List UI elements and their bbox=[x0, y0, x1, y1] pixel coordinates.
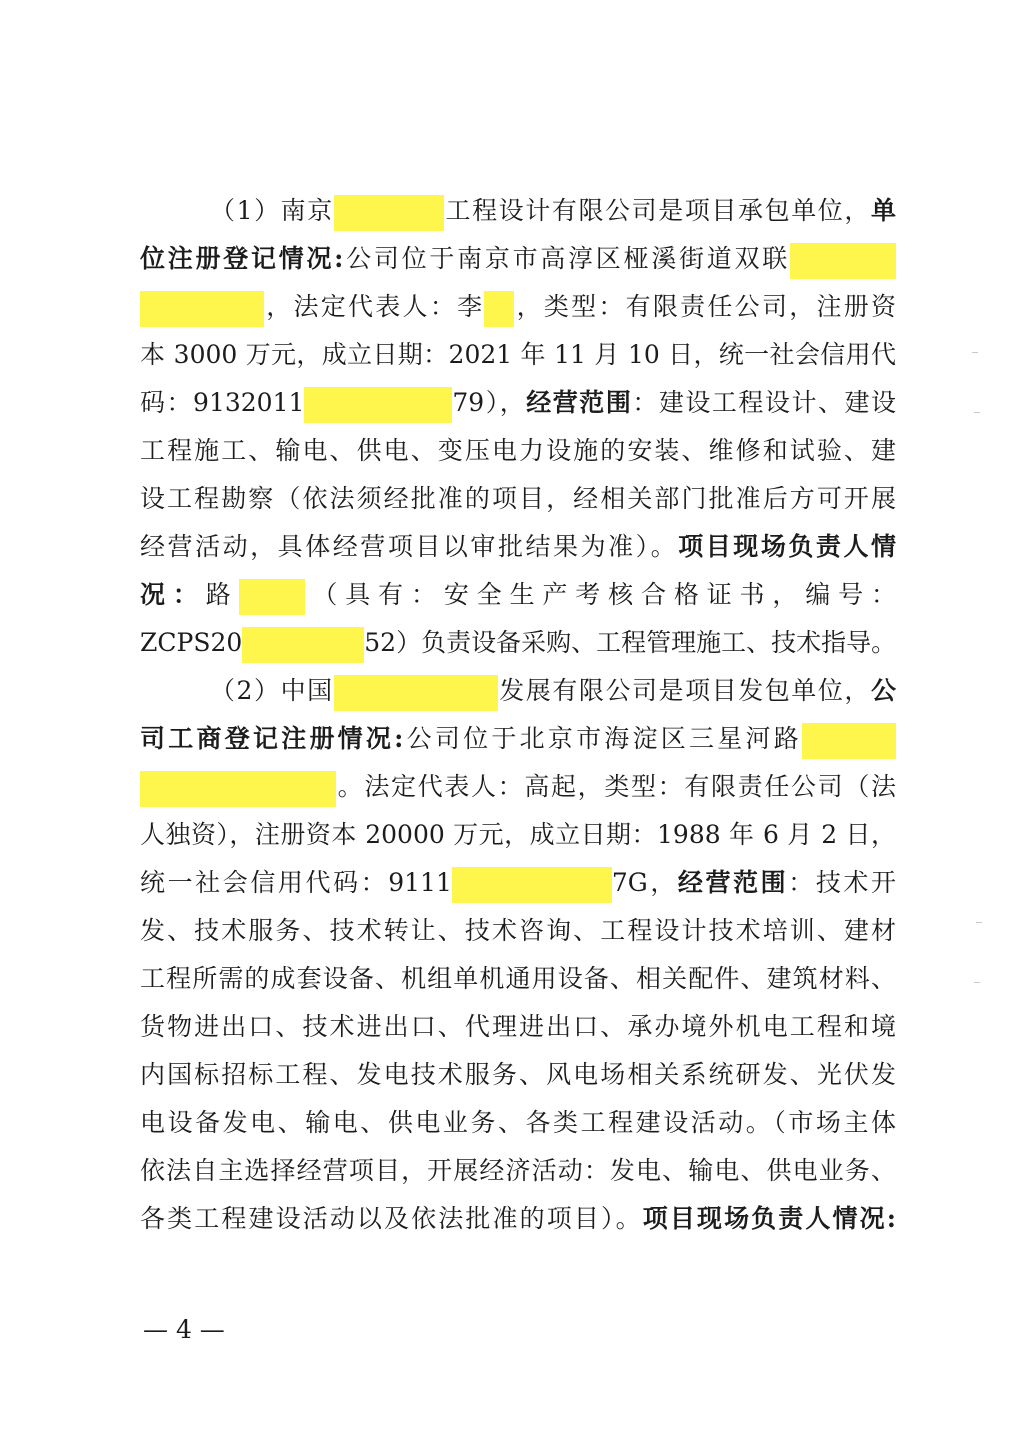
text-run: 码：9132011 bbox=[140, 388, 305, 417]
p2-line-9 bbox=[140, 1051, 896, 1099]
text-run: 各类工程建设活动以及依法批准的项目）。 bbox=[140, 1204, 643, 1233]
text-run: 设工程勘察（依法须经批准的项目，经相关部门批准后方可开展 bbox=[140, 484, 896, 513]
p1-line-2 bbox=[140, 235, 896, 283]
text-run: （具有：安全生产考核合格证书，编号： bbox=[304, 580, 896, 609]
text-run: 本 3000 万元，成立日期：2021 年 11 月 10 日，统一社会信用代 bbox=[140, 340, 896, 369]
text-run: 。法定代表人：高起，类型：有限责任公司（法 bbox=[336, 772, 896, 801]
p1-line-6 bbox=[140, 427, 896, 475]
p1-line-1 bbox=[210, 187, 896, 235]
text-run: ZCPS20 bbox=[140, 628, 243, 657]
redaction-box bbox=[802, 723, 896, 759]
text-run: （2）中国 bbox=[210, 676, 334, 705]
p1-line-3 bbox=[140, 283, 896, 331]
bold-text-run: 位注册登记情况: bbox=[140, 244, 344, 273]
text-run: ，法定代表人：李 bbox=[264, 292, 485, 321]
redaction-box bbox=[304, 387, 452, 423]
text-run: 依法自主选择经营项目，开展经济活动：发电、输电、供电业务、 bbox=[140, 1156, 896, 1185]
text-run: 52）负责设备采购、工程管理施工、技术指导。 bbox=[364, 628, 897, 657]
p2-line-5 bbox=[140, 859, 896, 907]
p1-line-5 bbox=[140, 379, 896, 427]
bold-text-run: 单 bbox=[870, 196, 896, 225]
scan-speck bbox=[972, 352, 978, 353]
redaction-box bbox=[790, 243, 896, 279]
p2-line-11 bbox=[140, 1147, 896, 1195]
p1-line-9 bbox=[140, 571, 896, 619]
text-run: 电设备发电、输电、供电业务、各类工程建设活动。（市场主体 bbox=[140, 1108, 896, 1137]
redaction-box bbox=[334, 195, 444, 231]
bold-text-run: 公 bbox=[870, 676, 896, 705]
text-run: 发展有限公司是项目发包单位， bbox=[497, 676, 871, 705]
redaction-box bbox=[239, 579, 305, 615]
text-run: ，类型：有限责任公司，注册资 bbox=[514, 292, 896, 321]
text-run: 工程施工、输电、供电、变压电力设施的安装、维修和试验、建 bbox=[140, 436, 896, 465]
scan-speck bbox=[974, 982, 980, 983]
text-run: 7G， bbox=[611, 868, 678, 897]
p2-line-7 bbox=[140, 955, 896, 1003]
redaction-box bbox=[452, 867, 612, 903]
text-run: 内国标招标工程、发电技术服务、风电场相关系统研发、光伏发 bbox=[140, 1060, 896, 1089]
redaction-box bbox=[242, 627, 364, 663]
text-run: 路 bbox=[205, 580, 239, 609]
p2-line-8 bbox=[140, 1003, 896, 1051]
p1-line-7 bbox=[140, 475, 896, 523]
text-run: 统一社会信用代码：9111 bbox=[140, 868, 452, 897]
bold-text-run: 项目现场负责人情 bbox=[678, 532, 896, 561]
text-run: 工程所需的成套设备、机组单机通用设备、相关配件、建筑材料、 bbox=[140, 964, 896, 993]
scan-speck bbox=[974, 412, 980, 413]
text-run: 货物进出口、技术进出口、代理进出口、承办境外机电工程和境 bbox=[140, 1012, 896, 1041]
p1-line-4 bbox=[140, 331, 896, 379]
p1-line-10 bbox=[140, 619, 896, 667]
redaction-box bbox=[140, 291, 264, 327]
text-run: ：技术开 bbox=[788, 868, 896, 897]
bold-text-run: 项目现场负责人情况: bbox=[642, 1204, 896, 1233]
bold-text-run: 经营范围 bbox=[526, 388, 633, 417]
p2-line-3 bbox=[140, 763, 896, 811]
text-run: 人独资），注册资本 20000 万元，成立日期：1988 年 6 月 2 日， bbox=[140, 820, 896, 849]
bold-text-run: 经营范围 bbox=[677, 868, 789, 897]
p2-line-12 bbox=[140, 1195, 896, 1243]
bold-text-run: 况： bbox=[140, 580, 206, 609]
text-run: 工程设计有限公司是项目承包单位， bbox=[443, 196, 871, 225]
text-run: 发、技术服务、技术转让、技术咨询、工程设计技术培训、建材 bbox=[140, 916, 896, 945]
text-run: 79）， bbox=[452, 388, 527, 417]
redaction-box bbox=[334, 675, 498, 711]
p2-line-4 bbox=[140, 811, 896, 859]
p1-line-8 bbox=[140, 523, 896, 571]
bold-text-run: 司工商登记注册情况: bbox=[140, 724, 404, 753]
p2-line-2 bbox=[140, 715, 896, 763]
text-run: （1）南京 bbox=[210, 196, 334, 225]
text-run: ：建设工程设计、建设 bbox=[632, 388, 897, 417]
text-run: 公司位于北京市海淀区三星河路 bbox=[403, 724, 802, 753]
text-run: 经营活动，具体经营项目以审批结果为准）。 bbox=[140, 532, 679, 561]
p2-line-6 bbox=[140, 907, 896, 955]
redaction-box bbox=[484, 291, 514, 327]
text-run: 公司位于南京市高淳区桠溪街道双联 bbox=[343, 244, 790, 273]
scan-speck bbox=[976, 922, 982, 923]
page-number: — 4 — bbox=[143, 1315, 225, 1344]
redaction-box bbox=[140, 771, 336, 807]
p2-line-10 bbox=[140, 1099, 896, 1147]
p2-line-1 bbox=[210, 667, 896, 715]
